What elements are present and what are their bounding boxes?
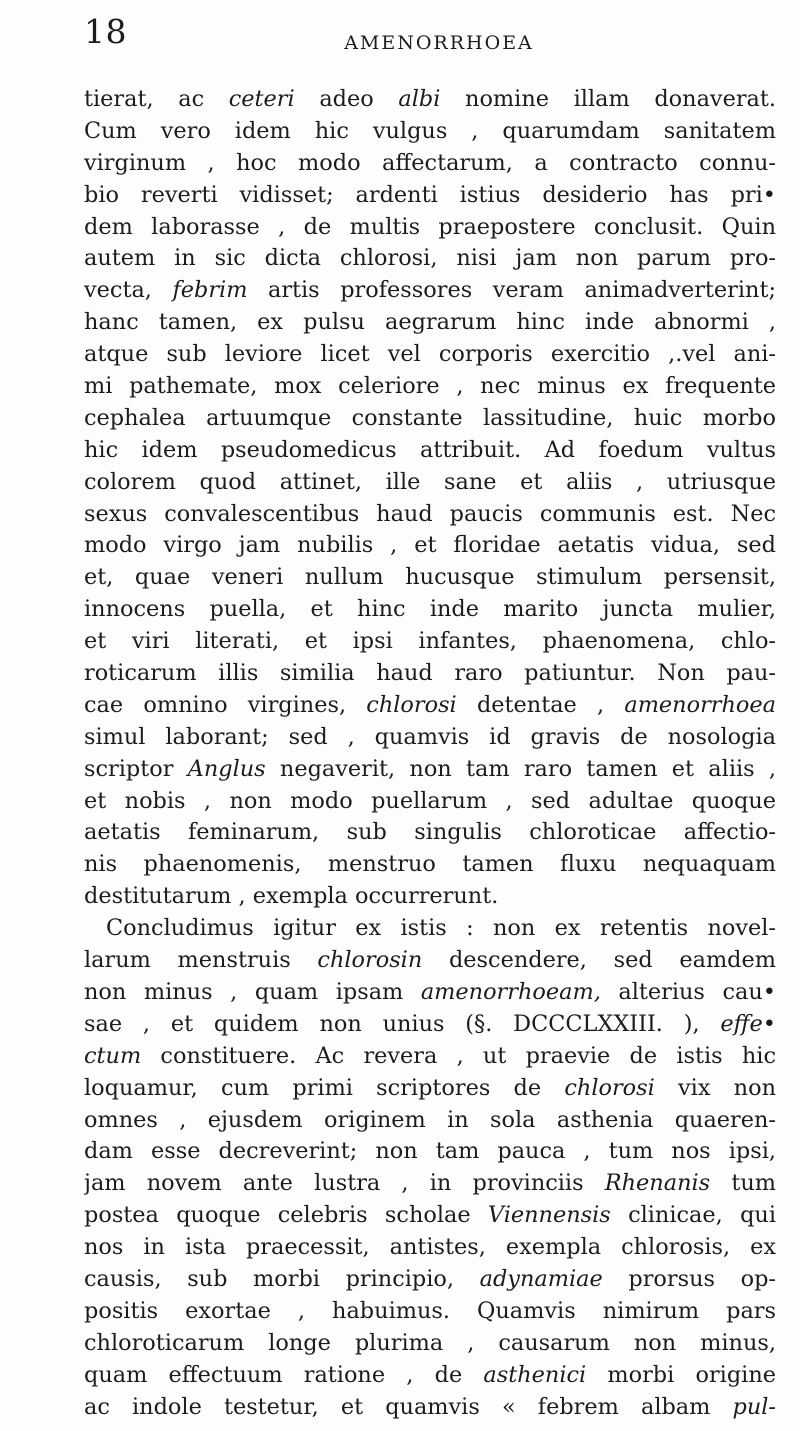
text-segment: positis exortae , habuimus. Quamvis nimirum pars bbox=[84, 1297, 776, 1324]
text-line bbox=[84, 435, 776, 467]
text-segment: loquamur, cum primi scriptores de bbox=[84, 1074, 565, 1101]
text-line bbox=[84, 499, 776, 531]
text-segment: hanc tamen, ex pulsu aegrarum hinc inde abnormi , bbox=[84, 309, 776, 336]
text-segment: virginum , hoc modo affectarum, a contracto connu- bbox=[84, 149, 776, 176]
text-segment: vix non bbox=[654, 1074, 776, 1101]
text-segment: cae omnino virgines, bbox=[84, 691, 367, 718]
text-segment: sexus convalescentibus haud paucis communis est. Nec bbox=[84, 500, 776, 527]
running-title: AMENORRHOEA bbox=[344, 32, 534, 54]
text-line bbox=[84, 786, 776, 818]
text-segment: omnes , ejusdem originem in sola asthenia quaeren- bbox=[84, 1106, 776, 1133]
text-segment: sae , et quidem non unius (§. DCCCLXXIII. ), bbox=[84, 1010, 721, 1037]
text-segment: nos in ista praecessit, antistes, exempla chlorosis, ex bbox=[84, 1234, 776, 1261]
text-line bbox=[84, 403, 776, 435]
text-line bbox=[84, 594, 776, 626]
text-line bbox=[84, 1041, 776, 1073]
text-line bbox=[84, 1073, 776, 1105]
italic-segment: Anglus bbox=[187, 755, 266, 782]
italic-segment: adynamiae bbox=[479, 1265, 603, 1292]
text-line bbox=[84, 626, 776, 658]
italic-segment: albi bbox=[398, 86, 441, 112]
text-line bbox=[84, 1296, 776, 1328]
text-line bbox=[84, 1264, 776, 1296]
text-segment: simul laborant; sed , quamvis id gravis de nosologia bbox=[84, 723, 776, 750]
text-segment: mi pathemate, mox celeriore , nec minus ex frequente bbox=[84, 373, 776, 400]
text-line bbox=[84, 977, 776, 1009]
text-segment: detentae , bbox=[456, 691, 625, 718]
text-line bbox=[84, 1200, 776, 1232]
text-line bbox=[84, 371, 776, 403]
text-line bbox=[84, 817, 776, 849]
text-segment: autem in sic dicta chlorosi, nisi jam non parum pro- bbox=[84, 245, 776, 272]
text-segment: jam novem ante lustra , in provinciis bbox=[84, 1170, 605, 1197]
text-segment: hic idem pseudomedicus attribuit. Ad foedum vultus bbox=[84, 436, 776, 463]
text-segment: colorem quod attinet, ille sane et aliis , utriusque bbox=[84, 468, 776, 495]
text-segment: prorsus op- bbox=[602, 1265, 776, 1292]
text-segment: artis professores veram animadverterint; bbox=[247, 277, 776, 304]
text-line bbox=[84, 467, 776, 499]
text-segment: morbi origine bbox=[586, 1361, 776, 1388]
italic-segment: ceteri bbox=[228, 86, 295, 112]
text-segment: quam effectuum ratione , de bbox=[84, 1361, 484, 1388]
text-line bbox=[84, 116, 776, 148]
text-segment: tierat, ac bbox=[84, 86, 229, 112]
text-segment: et, quae veneri nullum hucusque stimulum persensit, bbox=[84, 564, 776, 591]
italic-segment: effe• bbox=[720, 1010, 776, 1037]
text-segment: cephalea artuumque constante lassitudine, huic morbo bbox=[84, 404, 776, 431]
text-line bbox=[84, 339, 776, 371]
text-line bbox=[84, 84, 776, 116]
text-line bbox=[84, 530, 776, 562]
text-line bbox=[84, 881, 776, 913]
text-segment: scriptor bbox=[84, 755, 188, 782]
italic-segment: chlorosi bbox=[366, 691, 457, 718]
text-segment: innocens puella, et hinc inde marito juncta mulier, bbox=[84, 596, 776, 623]
text-segment: alterius cau• bbox=[600, 978, 776, 1005]
text-line bbox=[84, 1168, 776, 1200]
text-segment: non minus , quam ipsam bbox=[84, 978, 421, 1005]
text-line bbox=[84, 913, 776, 945]
italic-segment: chlorosi bbox=[564, 1074, 655, 1101]
text-line bbox=[84, 1136, 776, 1168]
text-segment: nis phaenomenis, menstruo tamen fluxu nequaquam bbox=[84, 851, 776, 878]
text-line bbox=[84, 1009, 776, 1041]
italic-segment: febrim bbox=[172, 277, 248, 304]
text-segment: bio reverti vidisset; ardenti istius desiderio has pri• bbox=[84, 181, 776, 208]
text-segment: et nobis , non modo puellarum , sed adultae quoque bbox=[84, 787, 776, 814]
italic-segment: chlorosin bbox=[317, 947, 423, 974]
text-segment: clinicae, qui bbox=[610, 1202, 776, 1229]
text-segment: aetatis feminarum, sub singulis chloroticae affectio- bbox=[84, 819, 776, 846]
text-segment: modo virgo jam nubilis , et floridae aetatis vidua, sed bbox=[84, 532, 776, 559]
text-line bbox=[84, 690, 776, 722]
text-segment: dem laborasse , de multis praepostere conclusit. Quin bbox=[84, 213, 776, 240]
text-segment: larum menstruis bbox=[84, 947, 318, 974]
text-line bbox=[84, 212, 776, 244]
text-line bbox=[84, 275, 776, 307]
text-line bbox=[84, 1392, 776, 1424]
text-segment: vecta, bbox=[84, 277, 173, 304]
text-segment: roticarum illis similia haud raro patiuntur. Non pau- bbox=[84, 660, 776, 687]
text-line bbox=[84, 945, 776, 977]
page-header bbox=[84, 12, 774, 72]
text-line bbox=[84, 180, 776, 212]
text-line bbox=[84, 1105, 776, 1137]
text-segment: descendere, sed eamdem bbox=[422, 947, 776, 974]
text-segment: adeo bbox=[294, 86, 399, 112]
italic-segment: amenorrhoea bbox=[624, 691, 776, 718]
text-line bbox=[84, 1360, 776, 1392]
italic-segment: asthenici bbox=[483, 1361, 587, 1388]
text-line bbox=[84, 658, 776, 690]
text-line bbox=[84, 1328, 776, 1360]
text-segment: destitutarum , exempla occurrerunt. bbox=[84, 883, 499, 910]
text-segment: constituere. Ac revera , ut praevie de istis hic bbox=[141, 1042, 776, 1069]
italic-segment: Rhenanis bbox=[604, 1170, 711, 1197]
text-segment: Cum vero idem hic vulgus , quarumdam sanitatem bbox=[84, 117, 776, 144]
text-segment: tum bbox=[710, 1170, 776, 1197]
text-segment: causis, sub morbi principio, bbox=[84, 1265, 480, 1292]
text-line bbox=[84, 849, 776, 881]
text-line bbox=[84, 754, 776, 786]
text-segment: dam esse decreverint; non tam pauca , tum nos ipsi, bbox=[84, 1138, 776, 1165]
italic-segment: pul- bbox=[732, 1393, 776, 1420]
text-line bbox=[84, 722, 776, 754]
text-segment: postea quoque celebris scholae bbox=[84, 1202, 488, 1229]
text-segment: negaverit, non tam raro tamen et aliis , bbox=[265, 755, 776, 782]
text-segment: ac indole testetur, et quamvis « febrem albam bbox=[84, 1393, 733, 1420]
text-line bbox=[84, 148, 776, 180]
italic-segment: amenorrhoeam, bbox=[420, 978, 601, 1005]
italic-segment: Viennensis bbox=[487, 1202, 611, 1229]
text-segment: Concludimus igitur ex istis : non ex retentis novel- bbox=[106, 915, 776, 942]
text-line bbox=[84, 562, 776, 594]
page-number: 18 bbox=[84, 12, 127, 51]
text-segment: chloroticarum longe plurima , causarum non minus, bbox=[84, 1329, 776, 1356]
text-line bbox=[84, 307, 776, 339]
text-segment: et viri literati, et ipsi infantes, phaenomena, chlo- bbox=[84, 628, 776, 655]
text-segment: nomine illam donaverat. bbox=[440, 86, 776, 112]
body-text bbox=[84, 84, 776, 1423]
text-line bbox=[84, 243, 776, 275]
italic-segment: ctum bbox=[84, 1042, 142, 1069]
text-segment: atque sub leviore licet vel corporis exercitio ,.vel ani- bbox=[84, 341, 776, 368]
text-line bbox=[84, 1232, 776, 1264]
